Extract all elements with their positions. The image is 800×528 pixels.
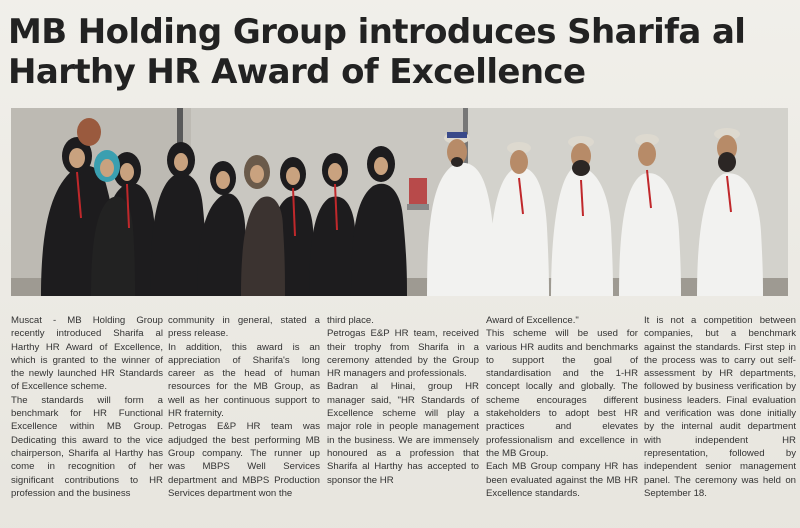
group-photo-illustration	[11, 108, 788, 296]
headline: MB Holding Group introduces Sharifa al Harthy HR Award of Excellence	[8, 12, 746, 92]
article-column-4: Award of Excellence." This scheme will be used for various HR audits and benchmarks to support the goal of standardisation and the 1-HR concept locally and globally. The scheme encourages different stakeholders to adopt best HR practices and elevates professionalism and excellence in the MB Group. Each MB Group company HR has been evaluated against the MB HR Excellence standards.	[486, 315, 638, 499]
article-column-1: Muscat - MB Holding Group recently introduced Sharifa al Harthy HR Award of Excellence, which is granted to the winner of the newly launched HR Standards of Excellence scheme. The standards will form a benchmark for HR Functional Excellence within MB Group. Dedicating this award to the vice chairperson, Sharifa al Harthy has come in recognition of her significant contributions to HR profession and the business	[11, 315, 163, 499]
article-column-5: It is not a competition between companies, but a benchmark against the standards. First step in the process was to carry out self-assessment by HR departments, followed by business verification by business leaders. Final evaluation and verification was done initially by the internal audit department with independent HR representation, followed by independent senior management panel. The ceremony was held on September 18.	[644, 315, 796, 499]
article-column-2: community in general, stated a press release. In addition, this award is an appreciation of Sharifa's long career as the head of human resources for the MB Group, as well as her continuous support to HR fraternity. Petrogas E&P HR team was adjudged the best performing MB Group company. The runner up was MBPS Well Services department and MBPS Production Services department won the	[168, 315, 320, 499]
group-photo	[11, 108, 788, 296]
article-column-3: third place. Petrogas E&P HR team, received their trophy from Sharifa in a ceremony attended by the Group HR managers and professionals. Badran al Hinai, group HR manager said, "HR Standards of Excellence scheme will play a major role in people management in the business. We are immensely honoured as a profession that Sharifa al Harthy has accepted to sponsor the HR	[327, 315, 479, 486]
